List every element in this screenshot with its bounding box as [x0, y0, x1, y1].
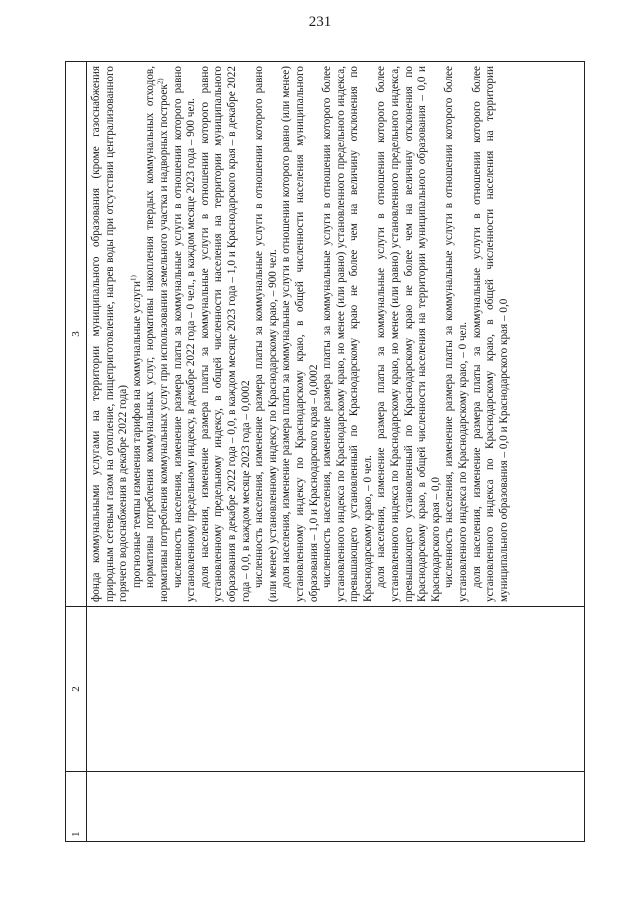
paragraph: [172, 66, 199, 602]
paragraph-text: численность населения, изменение размера платы за коммунальные услуги в отношении которого равно установленному предельному индексу, в декабре 2022 года – 0 чел., в каждом месяце 2023 года – 900 чел.: [171, 66, 198, 602]
table-body-row: [87, 62, 584, 841]
paragraph: [471, 66, 512, 602]
paragraph: [375, 66, 443, 602]
paragraph-text: доля населения, изменение размера платы за коммунальные услуги в отношении которого более установленного индекса по Краснодарскому краю, в общей численности населения на территории муниципального образования – 0,0 и Краснодарского края – 0,0: [470, 66, 510, 602]
column-2-cell: [87, 606, 584, 771]
paragraph-text: доля населения, изменение размера платы за коммунальные услуги в отношении которого более установленного индекса по Краснодарскому краю, но менее (или равно) установленного предельного индекса, превышающего установленный по Краснодарскому краю не более чем на величину отклонения по Краснодарскому краю, в общей численности населения на территории муниципального образования – 0,0 и Краснодарского края – 0,0: [375, 66, 442, 602]
paragraph-text: доля населения, изменение размера платы за коммунальные услуги в отношении которого равно (или менее) установленному индексу по Краснодарскому краю, в общей численности населения муниципального образования – 1,0 и Краснодарского края – 0,0002: [280, 66, 320, 602]
column-1-cell: [87, 771, 584, 841]
column-header-1: 1: [66, 771, 86, 841]
data-table: [65, 61, 585, 842]
paragraph: [144, 66, 171, 602]
paragraph-text: нормативы потребления коммунальных услуг, нормативы накопления твердых коммунальных отходов, нормативы потребления коммунальных услуг при использовании земельного участка и надворных построек: [144, 66, 170, 602]
paragraph: [321, 66, 375, 602]
paragraph: [443, 66, 470, 602]
paragraph: [131, 66, 145, 602]
paragraph: [199, 66, 253, 602]
column-header-2: 2: [66, 606, 86, 771]
paragraph-text: численность населения, изменение размера платы за коммунальные услуги в отношении которого более установленного индекса по Краснодарскому краю, но менее (или равно) установленного предельного индекса, превышающего установленный по Краснодарскому краю не более чем на величину отклонения по Краснодарскому краю, – 0 чел.: [321, 66, 374, 602]
footnote-marker: 1): [129, 275, 138, 282]
paragraph-text: численность населения, изменение размера платы за коммунальные услуги в отношении которого более установленного индекса по Краснодарскому краю, – 0 чел.: [443, 66, 470, 602]
column-header-3: 3: [70, 331, 82, 337]
paragraph-text: численность населения, изменение размера платы за коммунальные услуги в отношении которого равно (или менее) установленному индексу по Краснодарскому краю, – 900 чел.: [253, 66, 279, 602]
paragraph: [90, 66, 131, 602]
footnote-marker: 2): [156, 78, 165, 85]
paragraph: [280, 66, 321, 602]
paragraph-text: фонда коммунальными услугами на территории муниципального образования (кроме газоснабжения природным сетевым газом на отопление, пищеприготовление, нагрев воды при отсутствии централизованного горячего водоснабжения в декабре 2022 года): [90, 66, 130, 602]
page-number: 231: [308, 14, 332, 30]
paragraph: [253, 66, 280, 602]
table-header-row: [66, 62, 87, 841]
column-3-cell: [87, 62, 584, 606]
paragraph-text: прогнозные темпы изменения тарифов на коммунальные услуги: [130, 281, 143, 588]
paragraph-text: доля населения, изменение размера платы за коммунальные услуги в отношении которого равно установленному предельному индексу, в общей численности населения на территории муниципального образования в декабре 2022 года – 0,0, в каждом месяце 2023 года – 1,0 и Краснодарского края – в декабре 2022 года – 0,0, в каждом месяце 2023 года – 0,0002: [198, 66, 252, 602]
